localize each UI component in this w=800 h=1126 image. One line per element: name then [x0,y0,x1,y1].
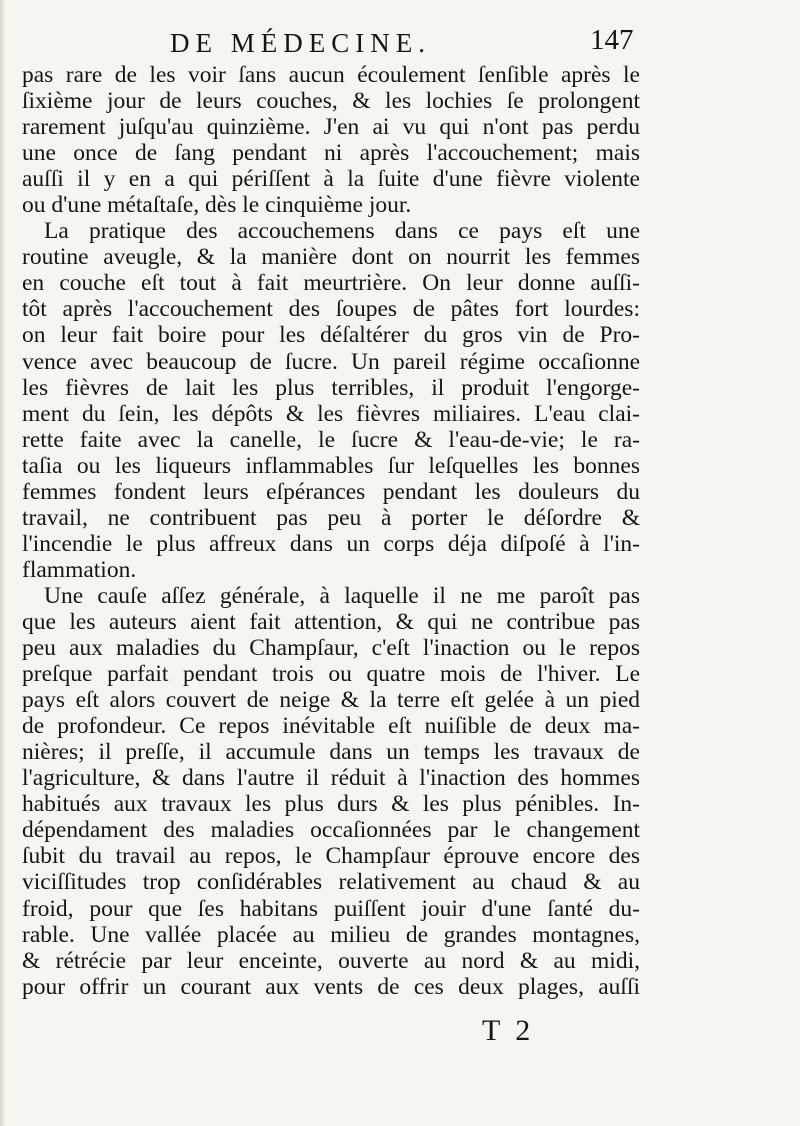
text-line: rarement juſqu'au quinzième. J'en ai vu qui n'ont pas perdu [22,114,640,141]
paragraph-start-line: Une cauſe aſſez générale, à laquelle il ne me paroît pas [44,582,640,609]
text-line: pour offrir un courant aux vents de ces deux plages, auſſi [22,973,640,1000]
text-line: nières; il preſſe, il accumule dans un temps les travaux de [22,739,640,766]
text-line: en couche eſt tout à fait meurtrière. On leur donne auſſi- [22,270,640,297]
text-line: rette faite avec la canelle, le ſucre & l'eau-de-vie; le ra- [22,426,640,453]
text-line: on leur fait boire pour les déſaltérer du gros vin de Pro- [22,322,640,349]
text-line: ment du ſein, les dépôts & les fièvres miliaires. L'eau clai- [22,400,640,427]
text-line: flammation. [22,556,137,583]
text-line: une once de ſang pendant ni après l'accouchement; mais [22,140,640,167]
text-line: l'incendie le plus affreux dans un corps déja diſpoſé à l'in- [22,530,640,557]
text-line: rable. Une vallée placée au milieu de grandes montagnes, [22,921,640,948]
text-line: les fièvres de lait les plus terribles, il produit l'engorge- [22,374,640,401]
text-line: froid, pour que ſes habitans puiſſent jouir d'une ſanté du- [22,895,640,922]
text-line: ſixième jour de leurs couches, & les lochies ſe prolongent [22,88,640,115]
text-line: & rétrécie par leur enceinte, ouverte au nord & au midi, [22,947,640,974]
text-line: pays eſt alors couvert de neige & la terre eſt gelée à un pied [22,687,640,714]
text-line: de profondeur. Ce repos inévitable eſt nuiſible de deux ma- [22,713,640,740]
text-line: tôt après l'accouchement des ſoupes de pâtes fort lourdes: [22,296,640,323]
text-line: routine aveugle, & la manière dont on nourrit les femmes [22,244,640,271]
text-line: pas rare de les voir ſans aucun écoulement ſenſible après le [22,62,640,88]
body-text [22,62,640,1000]
text-line: vence avec beaucoup de ſucre. Un pareil régime occaſionne [22,348,640,375]
text-line: preſque parfait pendant trois ou quatre mois de l'hiver. Le [22,661,640,688]
text-line: dépendament des maladies occaſionnées par le changement [22,817,640,844]
text-line: ſubit du travail au repos, le Champſaur éprouve encore des [22,843,640,870]
text-line: habitués aux travaux les plus durs & les plus pénibles. In- [22,791,640,818]
text-line: femmes fondent leurs eſpérances pendant les douleurs du [22,478,640,505]
text-line: ou d'une métaſtaſe, dès le cinquième jour. [22,192,412,219]
text-line: travail, ne contribuent pas peu à porter le déſordre & [22,504,640,531]
text-line: auſſi il y en a qui périſſent à la ſuite d'une fièvre violente [22,166,640,193]
signature-mark: T 2 [482,1014,535,1047]
text-line: l'agriculture, & dans l'autre il réduit à l'inaction des hommes [22,765,640,792]
page-header [0,24,800,64]
running-head: DE MÉDECINE. [170,28,431,58]
text-line: taſia ou les liqueurs inflammables ſur leſquelles les bonnes [22,452,640,479]
text-line: que les auteurs aient fait attention, & qui ne contribue pas [22,608,640,635]
text-line: viciſſitudes trop conſidérables relativement au chaud & au [22,869,640,896]
page-number: 147 [590,24,634,56]
text-line: peu aux maladies du Champſaur, c'eſt l'inaction ou le repos [22,635,640,662]
paragraph-start-line: La pratique des accouchemens dans ce pays eſt une [44,218,640,245]
